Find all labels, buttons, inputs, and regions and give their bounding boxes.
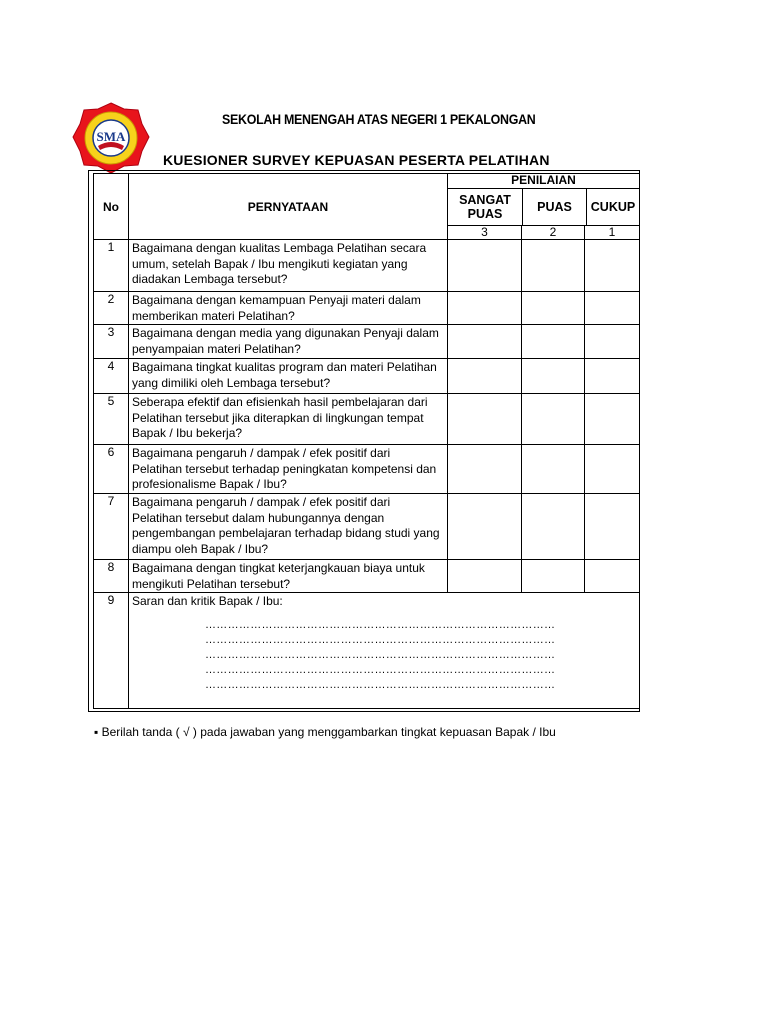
header-statement: PERNYATAAN [129, 174, 448, 240]
answer-cell-sangat-puas[interactable] [448, 394, 522, 445]
logo-lettering: SMA [96, 129, 126, 144]
suggestion-line[interactable]: ………………………………………………………………………………… [205, 648, 556, 661]
answer-cell-puas[interactable] [522, 445, 585, 494]
suggestion-row [94, 593, 640, 709]
row-number: 3 [94, 325, 129, 359]
table-row [94, 394, 640, 445]
header-sangat-puas: SANGAT PUAS [448, 188, 523, 225]
table-row [94, 325, 640, 359]
answer-cell-sangat-puas[interactable] [448, 325, 522, 359]
header-rating-group [448, 174, 640, 226]
row-statement: Seberapa efektif dan efisienkah hasil pembelajaran dari Pelatihan tersebut jika diterapkan di lingkungan tempat Bapak / Ibu bekerja? [129, 394, 448, 445]
row-number: 9 [94, 593, 129, 709]
answer-cell-cukup[interactable] [585, 445, 640, 494]
answer-cell-sangat-puas[interactable] [448, 292, 522, 325]
score-3: 3 [448, 226, 522, 240]
row-number: 8 [94, 560, 129, 593]
answer-cell-puas[interactable] [522, 394, 585, 445]
answer-cell-cukup[interactable] [585, 494, 640, 560]
score-2: 2 [522, 226, 585, 240]
header-puas: PUAS [523, 188, 587, 225]
instruction-note: ▪ Berilah tanda ( √ ) pada jawaban yang menggambarkan tingkat kepuasan Bapak / Ibu [94, 725, 556, 739]
row-statement: Bagaimana dengan tingkat keterjangkauan biaya untuk mengikuti Pelatihan tersebut? [129, 560, 448, 593]
row-statement: Bagaimana pengaruh / dampak / efek positif dari Pelatihan tersebut dalam hubungannya dengan pengembangan pembelajaran terhadap bidang studi yang diampu oleh Bapak / Ibu? [129, 494, 448, 560]
row-number: 2 [94, 292, 129, 325]
answer-cell-puas[interactable] [522, 560, 585, 593]
school-name: SEKOLAH MENENGAH ATAS NEGERI 1 PEKALONGAN [222, 112, 536, 127]
answer-cell-puas[interactable] [522, 494, 585, 560]
row-number: 7 [94, 494, 129, 560]
answer-cell-puas[interactable] [522, 359, 585, 394]
answer-cell-puas[interactable] [522, 292, 585, 325]
answer-cell-puas[interactable] [522, 240, 585, 292]
answer-cell-sangat-puas[interactable] [448, 494, 522, 560]
suggestion-line[interactable]: ………………………………………………………………………………… [205, 678, 556, 691]
suggestion-lines[interactable] [132, 618, 635, 693]
table-row [94, 292, 640, 325]
answer-cell-cukup[interactable] [585, 240, 640, 292]
header-no: No [94, 174, 129, 240]
answer-cell-puas[interactable] [522, 325, 585, 359]
row-statement: Bagaimana tingkat kualitas program dan materi Pelatihan yang dimiliki oleh Lembaga tersebut? [129, 359, 448, 394]
table-row [94, 445, 640, 494]
suggestion-cell[interactable] [129, 593, 640, 709]
suggestion-line[interactable]: ………………………………………………………………………………… [205, 633, 556, 646]
suggestion-line[interactable]: ………………………………………………………………………………… [205, 618, 556, 631]
answer-cell-cukup[interactable] [585, 292, 640, 325]
table-row [94, 560, 640, 593]
suggestion-line[interactable]: ………………………………………………………………………………… [205, 663, 556, 676]
row-statement: Bagaimana pengaruh / dampak / efek positif dari Pelatihan tersebut terhadap peningkatan kompetensi dan profesionalisme Bapak / Ibu? [129, 445, 448, 494]
row-statement: Bagaimana dengan media yang digunakan Penyaji dalam penyampaian materi Pelatihan? [129, 325, 448, 359]
table-row [94, 359, 640, 394]
answer-cell-sangat-puas[interactable] [448, 359, 522, 394]
questionnaire-table [93, 173, 640, 709]
row-number: 5 [94, 394, 129, 445]
answer-cell-sangat-puas[interactable] [448, 240, 522, 292]
school-logo [72, 102, 150, 174]
row-number: 6 [94, 445, 129, 494]
suggestion-label: Saran dan kritik Bapak / Ibu: [132, 594, 283, 609]
row-statement: Bagaimana dengan kemampuan Penyaji materi dalam memberikan materi Pelatihan? [129, 292, 448, 325]
questionnaire-title: KUESIONER SURVEY KEPUASAN PESERTA PELATIHAN [163, 152, 550, 168]
header-cukup: CUKUP [587, 188, 639, 225]
header-penilaian: PENILAIAN [511, 173, 576, 187]
table-row [94, 494, 640, 560]
answer-cell-sangat-puas[interactable] [448, 560, 522, 593]
answer-cell-cukup[interactable] [585, 560, 640, 593]
score-1: 1 [585, 226, 640, 240]
row-number: 1 [94, 240, 129, 292]
row-number: 4 [94, 359, 129, 394]
answer-cell-cukup[interactable] [585, 359, 640, 394]
answer-cell-sangat-puas[interactable] [448, 445, 522, 494]
answer-cell-cukup[interactable] [585, 325, 640, 359]
table-row [94, 240, 640, 292]
answer-cell-cukup[interactable] [585, 394, 640, 445]
row-statement: Bagaimana dengan kualitas Lembaga Pelatihan secara umum, setelah Bapak / Ibu mengikuti kegiatan yang diadakan Lembaga tersebut? [129, 240, 448, 292]
